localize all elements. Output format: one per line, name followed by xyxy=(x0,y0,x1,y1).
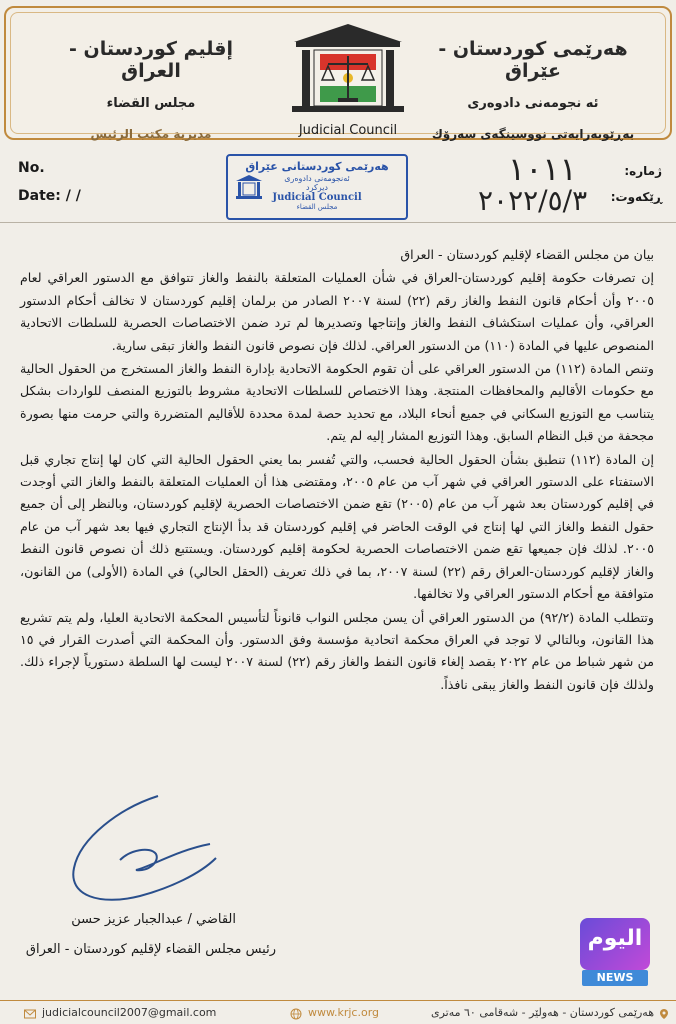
kurdish-region-title: هەرێمی کوردستان - عێراق xyxy=(438,38,628,82)
globe-icon xyxy=(290,1008,302,1020)
handwritten-signature xyxy=(60,788,230,918)
footer xyxy=(0,1004,676,1024)
date-label-ku: ڕێکەوت: xyxy=(610,190,662,204)
handwritten-number: ١٠١١ xyxy=(508,150,577,188)
news-logo-arabic: اليوم xyxy=(587,926,643,951)
letterhead xyxy=(4,6,672,140)
paragraph-3: إن المادة (١١٢) تنطبق بشأن الحقول الحالية فحسب، والتي تُفسر بما يعني الحقول الحالية التي كان لها إنتاج تجاري قبل الاستفتاء على الدستور العراقي في شهر آب من عام ٢٠٠٥، ومقتضى هذا أن العمليات المتعلقة بالنفط والغاز التي أوجدت في إقليم كوردستان بعد شهر آب من عام (٢٠٠٥) تقع ضمن الاختصاصات الحصرية لإقليم كوردستان، وبالنظر إلى أن جميع حقول النفط والغاز التي لها إنتاج في الوقت الحاضر في إقليم كوردستان قد بدأ الإنتاج التجاري فيها بعد شهر آب من عام ٢٠٠٥. لذلك فإن جميعها تقع ضمن الاختصاصات الحصرية لحكومة إقليم كوردستان. ويستتبع ذلك أن نصوص قانون النفط والغاز لإقليم كوردستان-العراق رقم (٢٢) لسنة ٢٠٠٧، بما في ذلك تعريف (الحقل الحالي) في المادة (الأولى) من القانون، متوافقة مع أحكام الدستور العراقي ولا تخالفها. xyxy=(20,451,654,602)
handwritten-date: ٢٠٢٢/٥/٣ xyxy=(478,184,588,217)
paragraph-2: وتنص المادة (١١٢) من الدستور العراقي على أن تقوم الحكومة الاتحادية بإدارة النفط والغاز المستخرج من الحقول الحالية مع حكومات الأقاليم والمحافظات المنتجة. وهذا الاختصاص للسلطات الاتحادية مشروط بالتوزيع المنصف للواردات بشكل يتناسب مع التوزيع السكاني في جميع أنحاء البلاد، مع تحديد حصة لمدة محددة للأقاليم المتضررة والتي حرمت منها بصورة مجحفة من قبل النظام السابق. وهذا التوزيع المشار إليه لم يتم. xyxy=(20,361,654,444)
news-logo xyxy=(580,918,650,988)
stamp-line-3: دیرکرد xyxy=(306,183,328,192)
statement-body xyxy=(20,244,654,697)
signatory-title: رئيس مجلس القضاء لإقليم كوردستان - العراق xyxy=(25,942,276,957)
arabic-council-name: مجلس القضاء xyxy=(106,96,196,111)
emblem-label: Judicial Council xyxy=(298,123,398,138)
stamp-line-1: هەرێمی کوردستانی عێراق xyxy=(245,160,389,173)
date-label-en: Date: / / xyxy=(18,188,81,204)
kurdish-office-name: بەڕێوبەرایەتی نووسینگەی سەرۆك xyxy=(431,127,635,141)
signatory-name: القاضي / عبدالجبار عزيز حسن xyxy=(71,912,236,927)
paragraph-1: إن تصرفات حكومة إقليم كوردستان-العراق في شأن العمليات المتعلقة بالنفط والغاز تتوافق مع الدستور العراقي لعام ٢٠٠٥ وأن أحكام قانون النفط والغاز رقم (٢٢) لسنة ٢٠٠٧ الصادر من برلمان إقليم كوردستان لا تخالف أحكام الدستور العراقي، وأن عمليات استكشاف النفط والغاز وإنتاجها وتصديرها لم ترد ضمن الاختصاصات الحصرية للسلطات الاتحادية المنصوص عليها في المادة (١١٠) من الدستور العراقي. لذلك فإن نصوص قانون النفط والغاز تبقى سارية. xyxy=(20,270,654,353)
arabic-region-title: إقليم كوردستان - العراق xyxy=(69,38,233,82)
footer-divider xyxy=(0,1000,676,1001)
footer-website: www.krjc.org xyxy=(308,1006,380,1019)
news-logo-box xyxy=(580,918,650,970)
reference-row xyxy=(0,150,676,220)
news-logo-tag: NEWS xyxy=(582,970,648,986)
letterhead-arabic xyxy=(36,38,266,141)
scales-pillars-icon xyxy=(286,20,410,120)
kurdish-council-name: ئه نجومه‌نی دادوەری xyxy=(467,96,599,111)
stamp-line-4: Judicial Council xyxy=(272,192,362,203)
letterhead-kurdish xyxy=(418,38,648,141)
judicial-council-emblem xyxy=(286,20,410,138)
footer-email: judicialcouncil2007@gmail.com xyxy=(42,1006,217,1019)
header-divider xyxy=(0,222,676,223)
location-pin-icon xyxy=(658,1008,670,1020)
stamp-line-5: مجلس القضاء xyxy=(296,203,338,211)
received-stamp xyxy=(226,154,408,220)
paragraph-4: وتتطلب المادة (٩٢/٢) من الدستور العراقي أن يسن مجلس النواب قانوناً لتأسيس المحكمة الاتحادية العليا، ولم يتم تشريع هذا القانون، وبالتالي لا توجد في العراق محكمة اتحادية مؤسسة وفق الدستور. وأن المحكمة التي أصدرت القرار في ١٥ من شهر شباط من عام ٢٠٢٢ بقصد إلغاء قانون النفط والغاز رقم (٢٢) لسنة ٢٠٠٧ ليست لها السلطة دستورياً لإجراء ذلك. ولذلك فإن قانون النفط والغاز يبقى نافذاً. xyxy=(20,609,654,692)
email-icon xyxy=(24,1008,36,1020)
number-label-ku: ژمارە: xyxy=(624,164,662,178)
stamp-emblem-icon xyxy=(234,174,264,200)
number-label-en: No. xyxy=(18,160,45,176)
arabic-office-name: مديرية مكتب الرئيس xyxy=(90,127,212,141)
stamp-line-2: ئەنجومەنی دادوەری xyxy=(284,174,350,183)
footer-address: هەرێمی کوردستان - هەولێر - شەقامی ٦٠ مەتری xyxy=(430,1006,654,1019)
statement-heading: بيان من مجلس القضاء لإقليم كوردستان - العراق xyxy=(400,247,654,262)
